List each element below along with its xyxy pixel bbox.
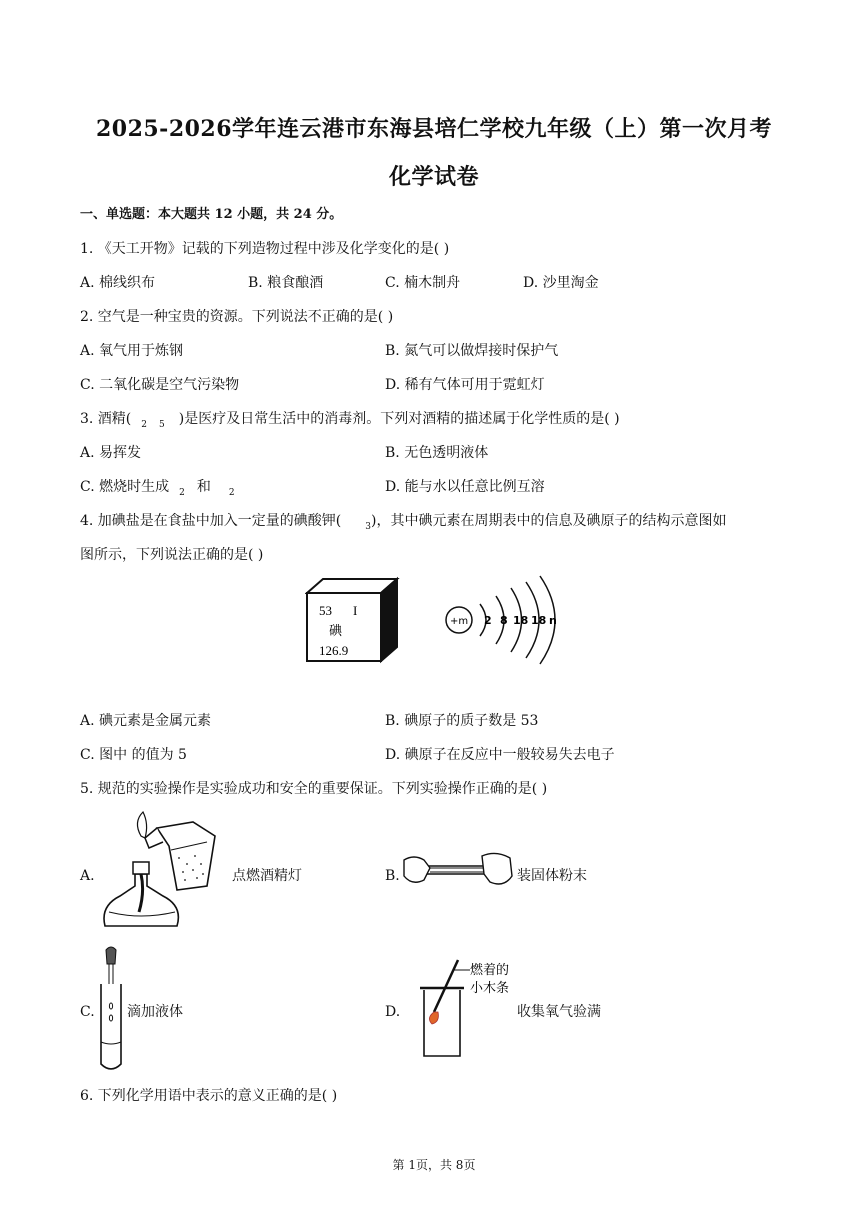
q3-stem-post: )是医疗及日常生活中的消毒剂。下列对酒精的描述属于化学性质的是( ) <box>178 411 620 427</box>
q3-option-a: A. 易挥发 <box>80 445 142 461</box>
alcohol-lamp-figure <box>95 808 225 938</box>
nucleus-charge: +m <box>449 616 469 627</box>
cell-atomic-number: 53 <box>319 603 332 618</box>
q3-option-b: B. 无色透明液体 <box>385 445 489 461</box>
q2-option-d: D. 稀有气体可用于霓虹灯 <box>385 377 545 393</box>
q2-option-c: C. 二氧化碳是空气污染物 <box>80 377 240 393</box>
flame-icon <box>137 812 146 838</box>
q4-option-a: A. 碘元素是金属元素 <box>80 713 212 729</box>
shell-3-count: 18 <box>513 614 529 627</box>
q5-option-c-text: 滴加液体 <box>127 1004 183 1020</box>
lamp-neck <box>133 862 149 874</box>
q3-sub-2: 5 <box>159 420 165 430</box>
q2-option-b: B. 氮气可以做焊接时保护气 <box>385 343 559 359</box>
q2-option-a: A. 氧气用于炼钢 <box>80 343 184 359</box>
q1-option-c: C. 楠木制舟 <box>385 275 461 291</box>
q5-option-b-text: 装固体粉末 <box>517 868 587 884</box>
q5-option-b-label: B. <box>385 868 400 884</box>
q3-stem-pre: 3. 酒精( <box>80 411 132 427</box>
q3-option-d: D. 能与水以任意比例互溶 <box>385 479 545 495</box>
q5-option-a-text: 点燃酒精灯 <box>232 868 302 884</box>
q6-stem: 6. 下列化学用语中表示的意义正确的是( ) <box>80 1088 338 1104</box>
page-title: 2025-2026学年连云港市东海县培仁学校九年级（上）第一次月考 <box>95 116 773 142</box>
tilted-lamp-body <box>157 822 215 890</box>
oxygen-test-figure <box>412 958 522 1060</box>
q1-option-b: B. 粮食酿酒 <box>248 275 324 291</box>
q4-stem-pre: 4. 加碘盐是在食盐中加入一定量的碘酸钾( <box>80 513 342 529</box>
cell-mass: 126.9 <box>319 643 349 658</box>
page-footer: 第 1页，共 8页 <box>392 1158 476 1172</box>
q5-option-c-label: C. <box>80 1004 95 1020</box>
q5-option-d-text: 收集氧气验满 <box>517 1004 601 1020</box>
q3-stem <box>80 409 620 431</box>
q4-stem <box>80 511 726 533</box>
q4-stem-post: )，其中碘元素在周期表中的信息及碘原子的结构示意图如 <box>371 513 727 529</box>
periodic-cell-figure <box>305 575 405 665</box>
q2-stem: 2. 空气是一种宝贵的资源。下列说法不正确的是( ) <box>80 309 394 325</box>
q5-stem: 5. 规范的实验操作是实验成功和安全的重要保证。下列实验操作正确的是( ) <box>80 781 548 797</box>
shell-4-count: 18 <box>531 614 547 627</box>
section-heading: 一、单选题：本大题共 12 小题，共 24 分。 <box>80 207 343 222</box>
shell-1-count: 2 <box>484 614 492 627</box>
q5-option-d-label: D. <box>385 1004 401 1020</box>
q5-option-a-label: A. <box>80 868 95 884</box>
q3-option-c-sub-2: 2 <box>228 488 235 498</box>
cell-name: 碘 <box>329 624 343 639</box>
left-hand-icon <box>404 857 430 882</box>
q4-sub: 3 <box>365 522 372 532</box>
right-hand-icon <box>482 853 512 884</box>
shell-2-count: 8 <box>500 614 508 627</box>
q1-option-d: D. 沙里淘金 <box>523 275 599 291</box>
atom-structure-figure <box>440 570 570 675</box>
q4-option-d: D. 碘原子在反应中一般较易失去电子 <box>385 747 615 763</box>
q3-option-c <box>80 477 235 499</box>
annotation-text-2: 小木条 <box>470 981 510 996</box>
gas-bottle <box>424 990 460 1056</box>
dropper-bulb <box>106 947 116 964</box>
dropper-figure <box>96 946 126 1074</box>
q3-option-c-mid: 和 <box>196 479 211 495</box>
q4-option-c: C. 图中 的值为 5 <box>80 747 187 763</box>
shell-5-count: n <box>549 614 557 627</box>
page-subtitle: 化学试卷 <box>388 164 479 190</box>
powder-loading-figure <box>400 846 515 896</box>
q3-sub-1: 2 <box>141 420 148 430</box>
annotation-text-1: 燃着的 <box>470 963 510 978</box>
cell-side-face <box>381 579 397 661</box>
cell-symbol: I <box>353 603 358 618</box>
q1-option-a: A. 棉线织布 <box>80 275 156 291</box>
q4-option-b: B. 碘原子的质子数是 53 <box>385 713 539 729</box>
test-tube-vertical <box>101 984 121 1069</box>
q3-option-c-sub-1: 2 <box>179 488 185 498</box>
q1-stem: 1. 《天工开物》记载的下列造物过程中涉及化学变化的是( ) <box>80 241 450 257</box>
q4-stem-line2: 图所示，下列说法正确的是( ) <box>80 547 264 563</box>
q3-option-c-pre: C. 燃烧时生成 <box>80 479 170 495</box>
